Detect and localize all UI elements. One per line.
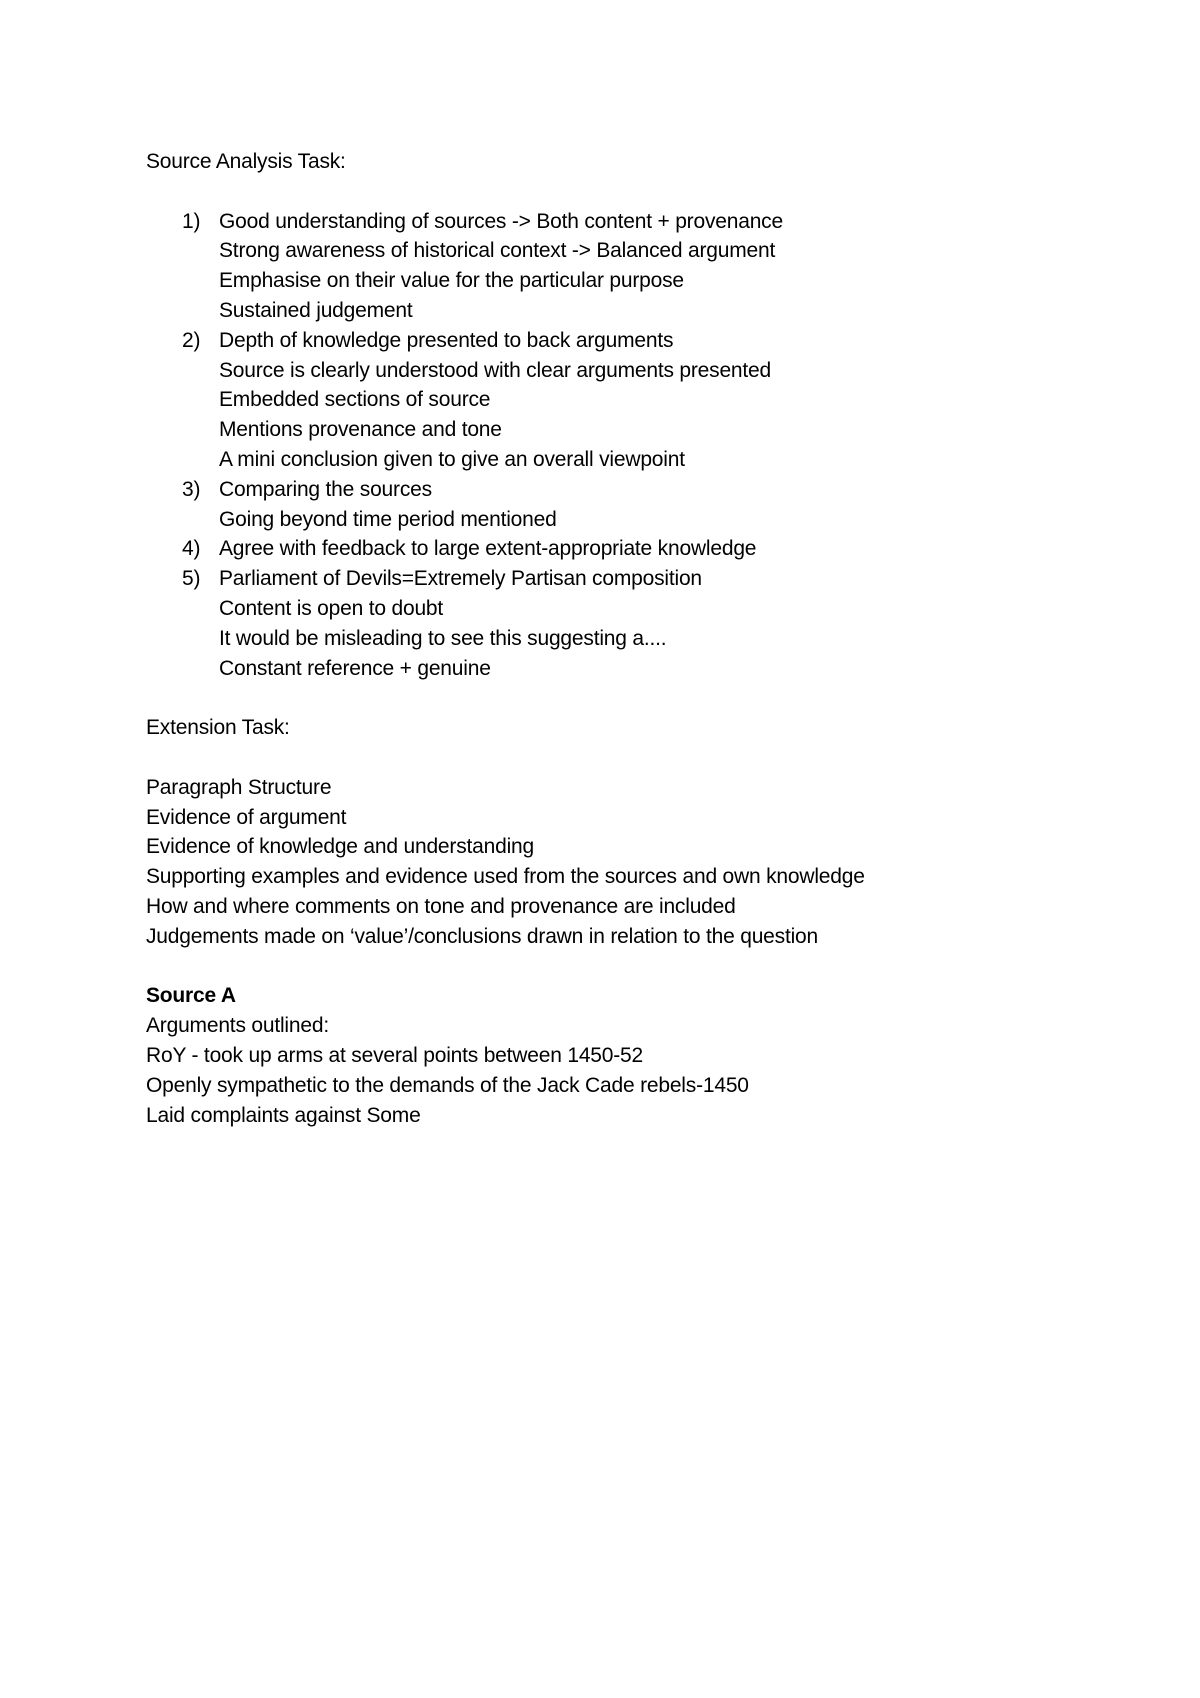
list-item-text: Emphasise on their value for the particular purpose [219, 269, 684, 293]
extension-line: Judgements made on ‘value’/conclusions drawn in relation to the question [146, 924, 819, 948]
list-item-1-continuation [146, 296, 1146, 326]
list-item-2 [146, 326, 1146, 356]
list-item-5-continuation [146, 624, 1146, 654]
list-item-text: Strong awareness of historical context -> Balanced argument [219, 239, 776, 263]
list-item-3-continuation [146, 505, 1146, 535]
list-item-2-continuation [146, 356, 1146, 386]
list-item-1-continuation [146, 236, 1146, 266]
list-item-2-continuation [146, 445, 1146, 475]
list-item-text: Content is open to doubt [219, 596, 444, 620]
list-item-text: Embedded sections of source [219, 388, 491, 412]
list-number: 4) [182, 537, 201, 561]
list-item-4 [146, 534, 1146, 564]
list-item-text: It would be misleading to see this suggesting a.... [219, 626, 667, 650]
list-number: 2) [182, 328, 201, 352]
list-item-2-continuation [146, 415, 1146, 445]
list-item-text: Parliament of Devils=Extremely Partisan composition [219, 567, 702, 591]
spacer [146, 743, 1146, 773]
list-item-text: Depth of knowledge presented to back arguments [219, 328, 674, 352]
extension-line: Paragraph Structure [146, 775, 332, 799]
document-body [146, 147, 1146, 1130]
source-a-line: Openly sympathetic to the demands of the Jack Cade rebels-1450 [146, 1073, 749, 1097]
extension-line: Evidence of knowledge and understanding [146, 835, 534, 859]
extension-line: Supporting examples and evidence used from the sources and own knowledge [146, 865, 865, 889]
spacer [146, 683, 1146, 713]
list-item-5-continuation [146, 654, 1146, 684]
list-item-5 [146, 564, 1146, 594]
extension-task-heading: Extension Task: [146, 716, 290, 740]
list-item-2-continuation [146, 385, 1146, 415]
list-item-3 [146, 475, 1146, 505]
list-item-text: Mentions provenance and tone [219, 418, 502, 442]
source-a-line: Laid complaints against Some [146, 1103, 421, 1127]
list-item-text: Constant reference + genuine [219, 656, 491, 680]
source-a-heading: Source A [146, 984, 236, 1008]
source-a-line: RoY - took up arms at several points between 1450-52 [146, 1043, 644, 1067]
list-item-text: Going beyond time period mentioned [219, 507, 557, 531]
list-number: 5) [182, 567, 201, 591]
list-item-5-continuation [146, 594, 1146, 624]
extension-line: Evidence of argument [146, 805, 347, 829]
list-item-text: Source is clearly understood with clear arguments presented [219, 358, 771, 382]
source-a-line: Arguments outlined: [146, 1014, 329, 1038]
list-number: 1) [182, 209, 201, 233]
spacer [146, 952, 1146, 982]
source-analysis-heading: Source Analysis Task: [146, 150, 346, 173]
list-item-text: Comparing the sources [219, 477, 432, 501]
list-number: 3) [182, 477, 201, 501]
list-item-text: A mini conclusion given to give an overall viewpoint [219, 447, 685, 471]
list-item-text: Sustained judgement [219, 298, 413, 322]
extension-line: How and where comments on tone and provenance are included [146, 894, 736, 918]
list-item-text: Good understanding of sources -> Both content + provenance [219, 209, 783, 233]
list-item-1 [146, 207, 1146, 237]
spacer [146, 177, 1146, 207]
list-item-text: Agree with feedback to large extent-appropriate knowledge [219, 537, 757, 561]
list-item-1-continuation [146, 266, 1146, 296]
